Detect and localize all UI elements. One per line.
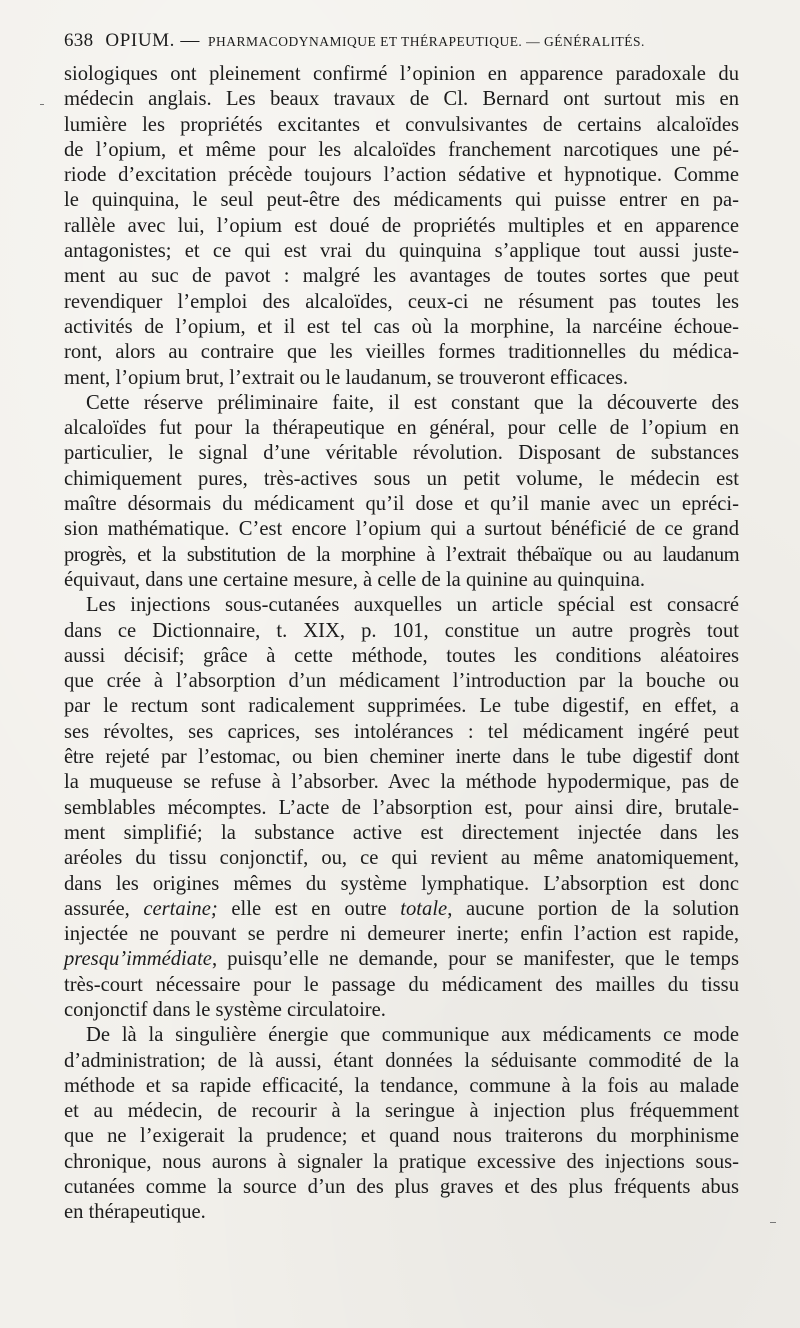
text-line: et au médecin, de recourir à la seringue à injection plus fréquemment [64, 1100, 739, 1123]
text-line: chronique, nous aurons à signaler la pratique excessive des injections sous- [64, 1150, 739, 1173]
text-line: le quinquina, le seul peut-être des médicaments qui puisse entrer en pa- [64, 189, 739, 212]
text-line: Cette réserve préliminaire faite, il est constant que la découverte des [86, 391, 739, 414]
italic-run: totale [400, 897, 448, 920]
text-line: progrès, et la substitution de la morphine à l’extrait thébaïque ou au laudanum [64, 543, 739, 566]
text-line: très-court nécessaire pour le passage du médicament des mailles du tissu [64, 973, 739, 996]
text-line: revendiquer l’emploi des alcaloïdes, ceux-ci ne résument pas toutes les [64, 290, 739, 313]
text-run: assurée, [64, 897, 144, 920]
text-line: particulier, le signal d’une véritable révolution. Disposant de substances [64, 442, 739, 465]
text-line [64, 897, 739, 922]
paragraph-4 [64, 1023, 739, 1225]
text-run: , puisqu’elle ne demande, pour se manifester, que le temps [211, 948, 739, 971]
page-number: 638 [64, 30, 94, 51]
text-line: ses révoltes, ses caprices, ses intolérances : tel médicament ingéré peut [64, 720, 739, 743]
running-title: OPIUM. — [105, 30, 200, 51]
text-line: médecin anglais. Les beaux travaux de Cl. Bernard ont surtout mis en [64, 88, 739, 111]
text-line: lumière les propriétés excitantes et convulsivantes de certains alcaloïdes [64, 113, 739, 136]
text-line: dans ce Dictionnaire, t. XIX, p. 101, constitue un autre progrès tout [64, 619, 739, 642]
text-line: être rejeté par l’estomac, ou bien cheminer inerte dans le tube digestif dont [64, 746, 739, 769]
text-line: ront, alors au contraire que les vieilles formes traditionnelles du médica- [64, 341, 739, 364]
text-run: elle est en outre [217, 897, 401, 920]
text-line: dans les origines mêmes du système lymphatique. L’absorption est donc [64, 872, 739, 895]
paragraph-1 [64, 62, 739, 391]
body-text [64, 62, 739, 1226]
text-line [64, 947, 739, 972]
margin-mark [40, 104, 44, 105]
text-line: sion mathématique. C’est encore l’opium qui a surtout bénéficié de ce grand [64, 518, 739, 541]
text-line: Les injections sous-cutanées auxquelles un article spécial est consacré [86, 594, 739, 617]
italic-run: certaine; [143, 897, 218, 920]
text-line: injectée ne pouvant se perdre ni demeurer inerte; enfin l’action est rapide, [64, 923, 739, 946]
text-line: rallèle avec lui, l’opium est doué de propriétés multiples et en apparence [64, 214, 739, 237]
text-line: de l’opium, et même pour les alcaloïdes franchement narcotiques une pé- [64, 138, 739, 161]
text-line: maître désormais du médicament qu’il dose et qu’il manie avec un epréci- [64, 493, 739, 516]
text-line: équivaut, dans une certaine mesure, à celle de la quinine au quinquina. [64, 568, 645, 591]
margin-mark [770, 1222, 776, 1223]
text-line: ment au suc de pavot : malgré les avantages de toutes sortes que peut [64, 265, 739, 288]
text-line: De là la singulière énergie que communique aux médicaments ce mode [86, 1024, 739, 1047]
italic-run: presqu’immédiate [64, 948, 212, 971]
text-line: aussi décisif; grâce à cette méthode, toutes les conditions aléatoires [64, 644, 739, 667]
text-line: aréoles du tissu conjonctif, ou, ce qui revient au même anatomiquement, [64, 847, 739, 870]
paragraph-2 [64, 391, 739, 593]
text-line: alcaloïdes fut pour la thérapeutique en général, pour celle de l’opium en [64, 417, 739, 440]
text-line: cutanées comme la source d’un des plus graves et des plus fréquents abus [64, 1176, 739, 1199]
text-run: , aucune portion de la solution [447, 897, 739, 920]
text-line: chimiquement pures, très-actives sous un petit volume, le médecin est [64, 467, 739, 490]
text-line: conjonctif dans le système circulatoire. [64, 998, 386, 1021]
text-line: riode d’excitation précède toujours l’action sédative et hypnotique. Comme [64, 164, 739, 187]
text-line: antagonistes; et ce qui est vrai du quinquina s’applique tout aussi juste- [64, 240, 739, 263]
text-line: que crée à l’absorption d’un médicament l’introduction par la bouche ou [64, 670, 739, 693]
text-line: que ne l’exigerait la prudence; et quand nous traiterons du morphinisme [64, 1125, 739, 1148]
text-line: siologiques ont pleinement confirmé l’opinion en apparence paradoxale du [64, 63, 739, 85]
text-line: d’administration; de là aussi, étant données la séduisante commodité de la [64, 1049, 739, 1072]
running-subtitle: PHARMACODYNAMIQUE ET THÉRAPEUTIQUE. — GÉNÉRALITÉS. [207, 34, 645, 49]
text-line: méthode et sa rapide efficacité, la tendance, commune à la fois au malade [64, 1074, 739, 1097]
text-line: en thérapeutique. [64, 1201, 206, 1224]
text-line: semblables mécomptes. L’acte de l’absorption est, pour ainsi dire, brutale- [64, 796, 739, 819]
text-line: activités de l’opium, et il est tel cas où la morphine, la narcéine échoue- [64, 315, 739, 338]
paragraph-3 [64, 593, 739, 1023]
text-line: ment simplifié; la substance active est directement injectée dans les [64, 821, 739, 844]
text-line: ment, l’opium brut, l’extrait ou le laudanum, se trouveront efficaces. [64, 366, 629, 389]
text-line: par le rectum sont radicalement supprimées. Le tube digestif, en effet, a [64, 695, 739, 718]
text-line: la muqueuse se refuse à l’absorber. Avec la méthode hypodermique, pas de [64, 771, 739, 794]
running-header [64, 30, 744, 54]
